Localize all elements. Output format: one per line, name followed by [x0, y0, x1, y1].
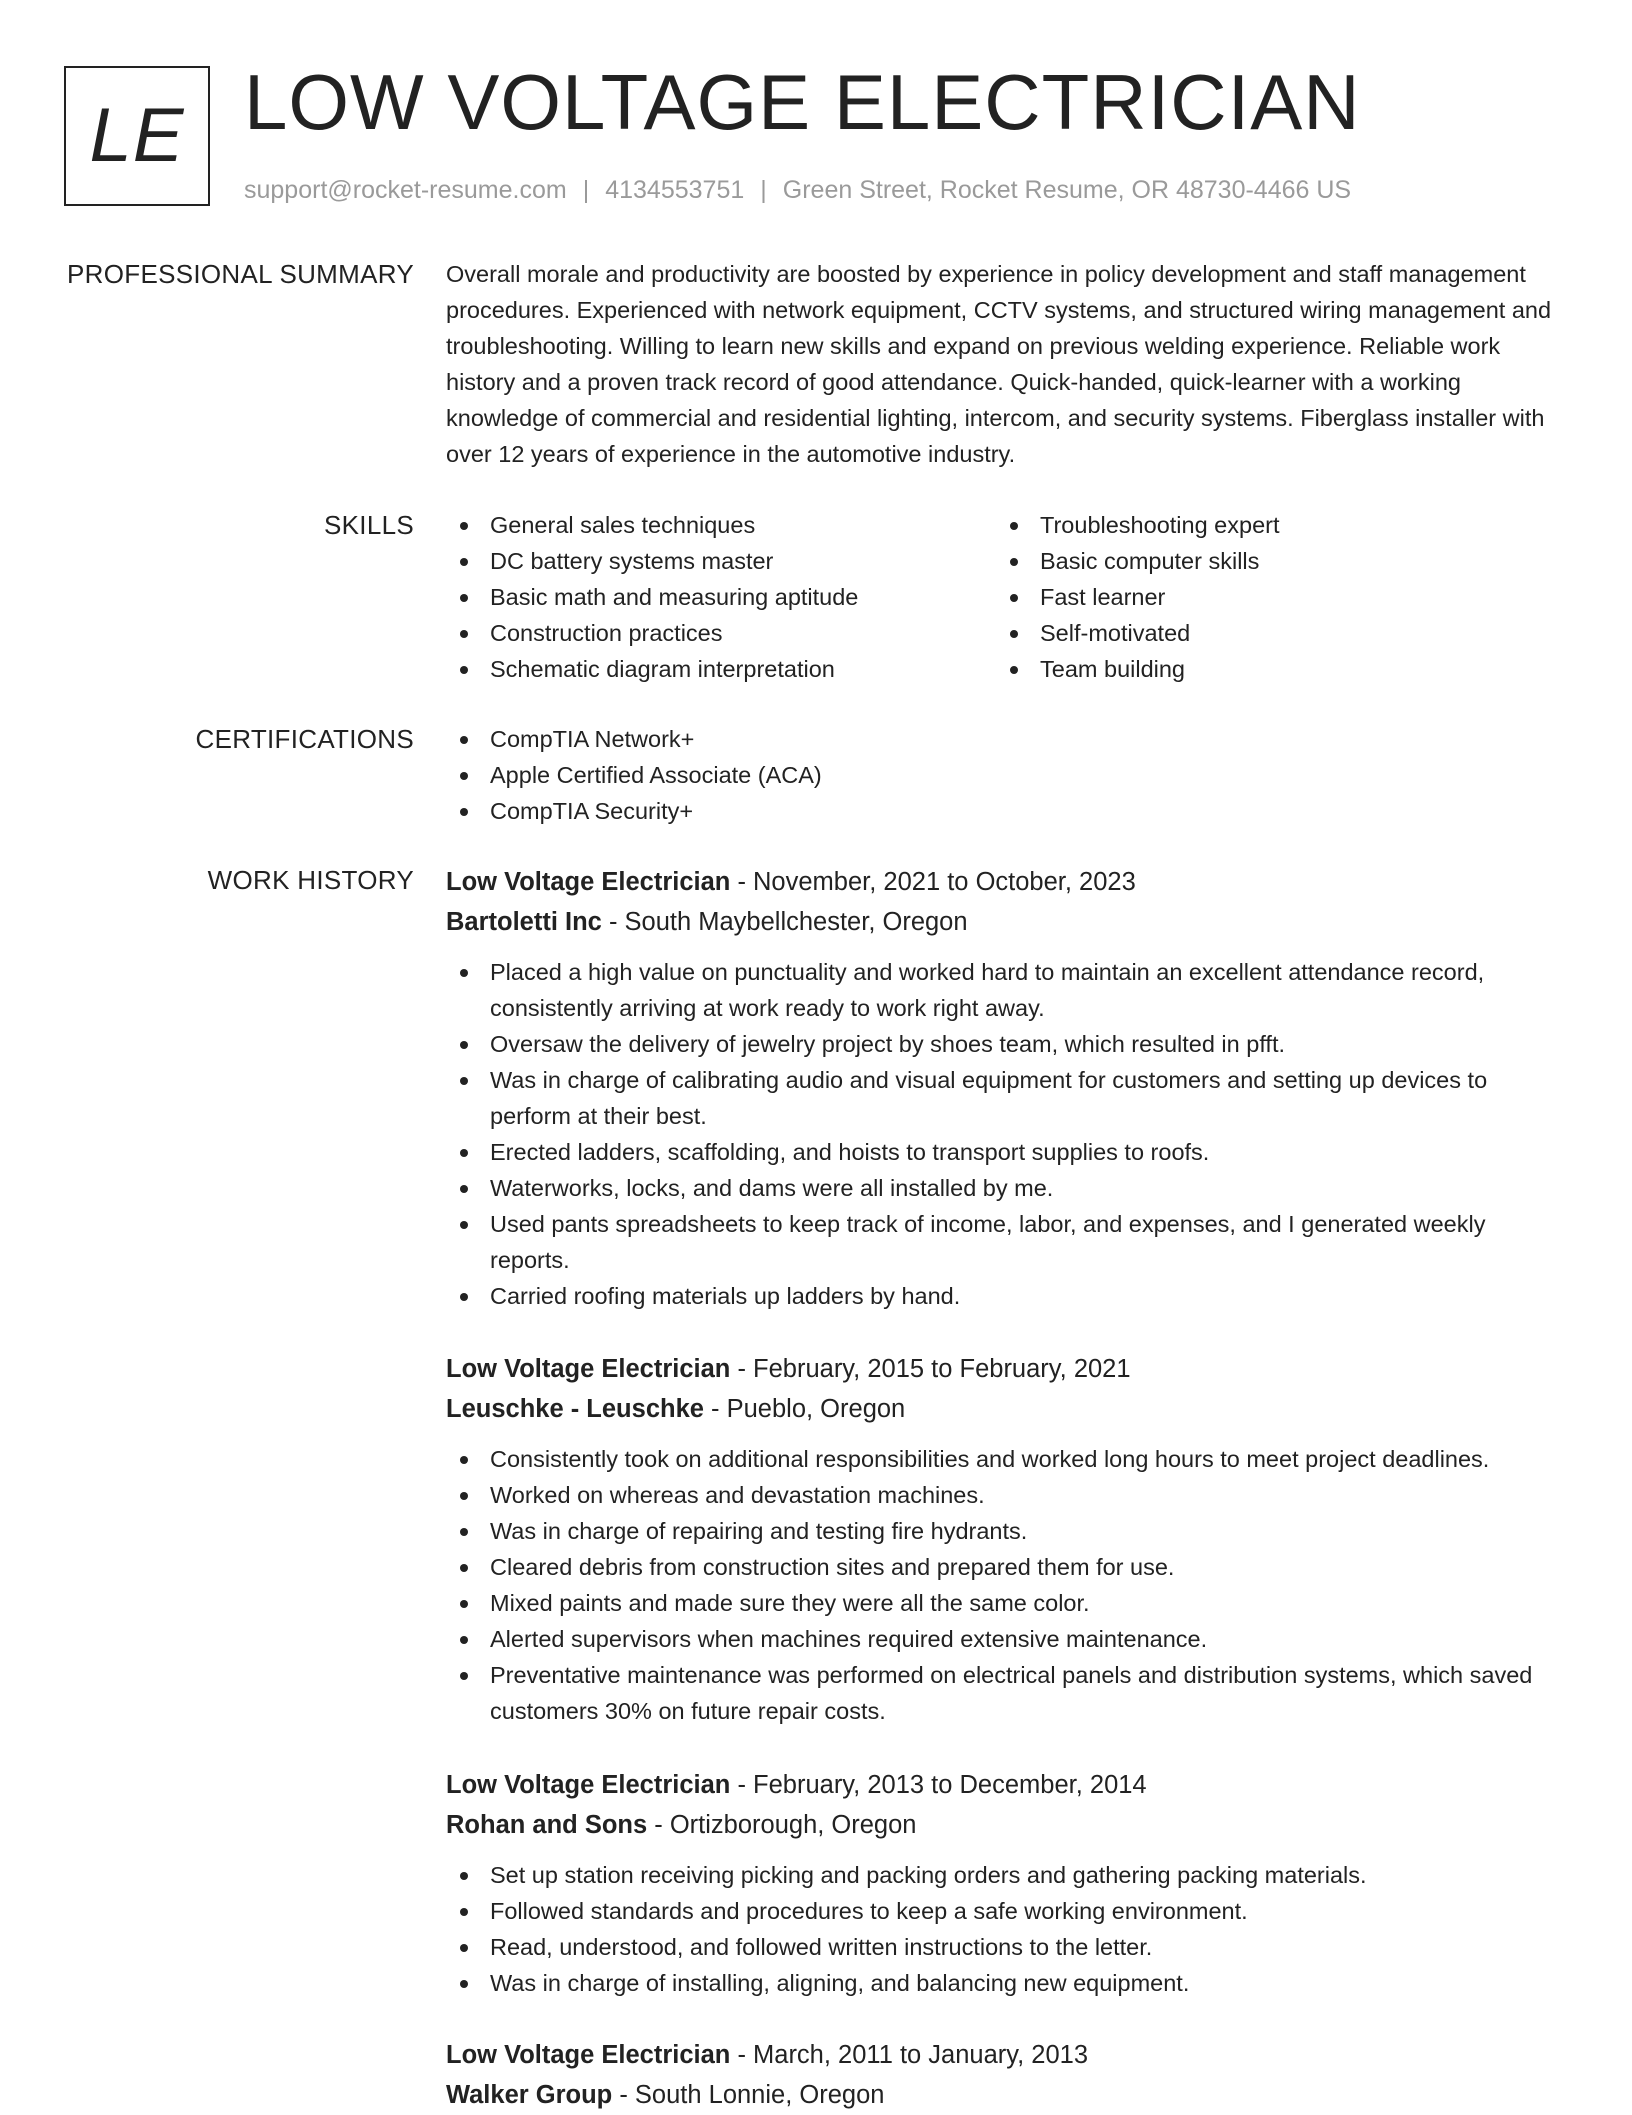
- skills-body: [446, 507, 1562, 687]
- monogram-box: [64, 66, 210, 206]
- job-location: - South Maybellchester, Oregon: [601, 908, 968, 936]
- job-title-line: [446, 2035, 1562, 2075]
- skill-item: Schematic diagram interpretation: [446, 651, 996, 687]
- job-duty: Set up station receiving picking and packing orders and gathering packing materials.: [446, 1857, 1562, 1893]
- contact-address: Green Street, Rocket Resume, OR 48730-4466 US: [782, 176, 1352, 204]
- job-duties-list: [446, 1857, 1562, 2001]
- job-duty: Used pants spreadsheets to keep track of income, labor, and expenses, and I generated weekly reports.: [446, 1206, 1562, 1278]
- job-duty: Was in charge of repairing and testing fire hydrants.: [446, 1513, 1562, 1549]
- skill-item: Self-motivated: [996, 615, 1546, 651]
- contact-line: [244, 174, 1351, 206]
- job-duty: Was in charge of calibrating audio and visual equipment for customers and setting up devices to perform at their best.: [446, 1062, 1562, 1134]
- job-entry: [446, 862, 1562, 1314]
- job-duty: Worked on whereas and devastation machines.: [446, 1477, 1562, 1513]
- job-company: Bartoletti Inc: [446, 908, 602, 936]
- job-title-line: [446, 1765, 1562, 1805]
- certification-item: CompTIA Security+: [446, 793, 1562, 829]
- work-history-body: [446, 862, 1562, 2109]
- skill-item: Basic computer skills: [996, 543, 1546, 579]
- job-duty: Carried roofing materials up ladders by hand.: [446, 1278, 1562, 1314]
- job-location: - South Lonnie, Oregon: [612, 2081, 885, 2109]
- skill-item: DC battery systems master: [446, 543, 996, 579]
- certification-item: CompTIA Network+: [446, 721, 1562, 757]
- job-company: Rohan and Sons: [446, 1811, 648, 1839]
- job-title: Low Voltage Electrician: [446, 1771, 731, 1799]
- summary-body: [446, 256, 1562, 472]
- skills-list-right: [996, 507, 1546, 687]
- job-duty: Consistently took on additional responsibilities and worked long hours to meet project deadlines.: [446, 1441, 1562, 1477]
- skill-item: Basic math and measuring aptitude: [446, 579, 996, 615]
- job-duty: Oversaw the delivery of jewelry project by shoes team, which resulted in pfft.: [446, 1026, 1562, 1062]
- resume-title: LOW VOLTAGE ELECTRICIAN: [244, 58, 1361, 146]
- skills-list-left: [446, 507, 996, 687]
- job-dates: - February, 2015 to February, 2021: [730, 1355, 1131, 1383]
- job-duty: Placed a high value on punctuality and worked hard to maintain an excellent attendance record, consistently arriving at work ready to work right away.: [446, 954, 1562, 1026]
- job-duty: Waterworks, locks, and dams were all installed by me.: [446, 1170, 1562, 1206]
- job-title-line: [446, 862, 1562, 902]
- contact-email: support@rocket-resume.com: [244, 176, 567, 204]
- job-duty: Was in charge of installing, aligning, and balancing new equipment.: [446, 1965, 1562, 2001]
- certifications-body: [446, 721, 1562, 829]
- job-company-line: [446, 902, 1562, 942]
- work-history-heading: WORK HISTORY: [207, 865, 414, 895]
- job-duties-list: [446, 1441, 1562, 1729]
- summary-text: Overall morale and productivity are boosted by experience in policy development and staff management procedures. Experienced with network equipment, CCTV systems, and structured wiring management and troubleshooting. Willing to learn new skills and expand on previous welding experience. Reliable work history and a proven track record of good attendance. Quick-handed, quick-learner with a working knowledge of commercial and residential lighting, intercom, and security systems. Fiberglass installer with over 12 years of experience in the automotive industry.: [446, 261, 1552, 467]
- job-duty: Preventative maintenance was performed on electrical panels and distribution systems, which saved customers 30% on future repair costs.: [446, 1657, 1562, 1729]
- job-title-line: [446, 1349, 1562, 1389]
- contact-phone: 4134553751: [605, 176, 745, 204]
- certification-item: Apple Certified Associate (ACA): [446, 757, 1562, 793]
- contact-separator: |: [582, 176, 590, 204]
- job-entry: [446, 2035, 1562, 2115]
- job-company-line: [446, 1805, 1562, 1845]
- job-entry: [446, 1349, 1562, 1729]
- job-duty: Alerted supervisors when machines required extensive maintenance.: [446, 1621, 1562, 1657]
- skill-item: Construction practices: [446, 615, 996, 651]
- job-duty: Cleared debris from construction sites and prepared them for use.: [446, 1549, 1562, 1585]
- job-entry: [446, 1765, 1562, 2001]
- skill-item: General sales techniques: [446, 507, 996, 543]
- certifications-heading: CERTIFICATIONS: [195, 724, 414, 754]
- skills-heading: SKILLS: [324, 510, 414, 540]
- skill-item: Troubleshooting expert: [996, 507, 1546, 543]
- skill-item: Team building: [996, 651, 1546, 687]
- job-title: Low Voltage Electrician: [446, 2041, 731, 2069]
- certifications-list: [446, 721, 1562, 829]
- job-title: Low Voltage Electrician: [446, 868, 731, 896]
- job-dates: - March, 2011 to January, 2013: [730, 2041, 1089, 2069]
- job-title: Low Voltage Electrician: [446, 1355, 731, 1383]
- job-dates: - February, 2013 to December, 2014: [730, 1771, 1147, 1799]
- job-duty: Read, understood, and followed written instructions to the letter.: [446, 1929, 1562, 1965]
- job-company-line: [446, 1389, 1562, 1429]
- job-duties-list: [446, 954, 1562, 1314]
- job-dates: - November, 2021 to October, 2023: [730, 868, 1136, 896]
- job-location: - Pueblo, Oregon: [703, 1395, 906, 1423]
- summary-heading: PROFESSIONAL SUMMARY: [67, 259, 414, 289]
- job-duty: Erected ladders, scaffolding, and hoists to transport supplies to roofs.: [446, 1134, 1562, 1170]
- monogram-initials: LE: [89, 93, 185, 178]
- job-duty: Followed standards and procedures to keep a safe working environment.: [446, 1893, 1562, 1929]
- job-duty: Mixed paints and made sure they were all the same color.: [446, 1585, 1562, 1621]
- job-company: Walker Group: [446, 2081, 613, 2109]
- skill-item: Fast learner: [996, 579, 1546, 615]
- contact-separator: |: [760, 176, 767, 204]
- job-company: Leuschke - Leuschke: [446, 1395, 704, 1423]
- job-company-line: [446, 2075, 1562, 2115]
- job-location: - Ortizborough, Oregon: [647, 1811, 917, 1839]
